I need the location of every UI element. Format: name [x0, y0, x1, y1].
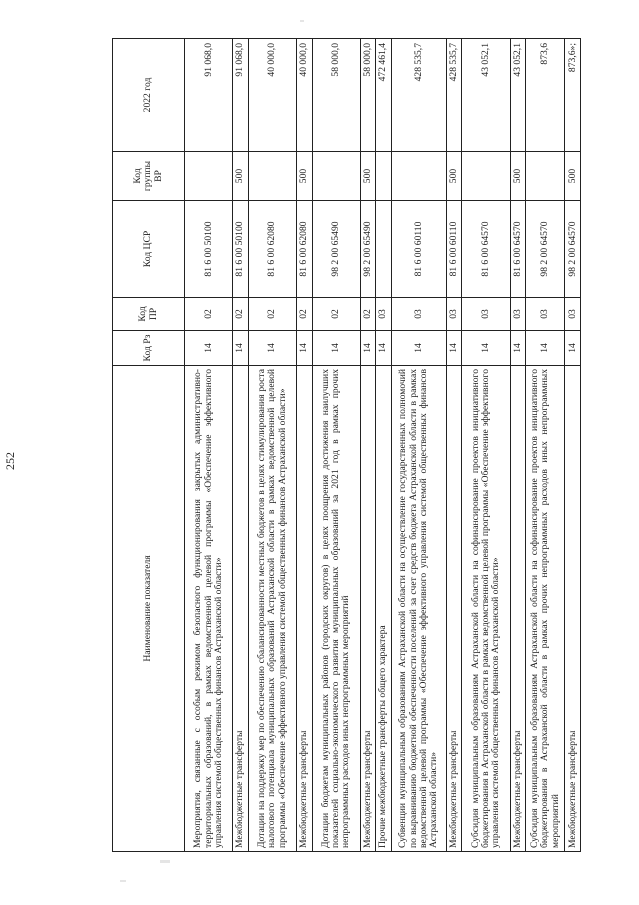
cell-csr: 98 2 00 64570: [526, 201, 565, 298]
cell-rz: 14: [360, 331, 375, 366]
budget-table: [112, 38, 581, 852]
cell-csr: [376, 201, 391, 298]
cell-vr: [312, 152, 360, 201]
cell-csr: 81 6 00 60110: [447, 201, 462, 298]
cell-name: Межбюджетные трансферты: [447, 366, 462, 852]
page-number: 252: [3, 452, 17, 470]
cell-csr: 81 6 00 62080: [297, 201, 312, 298]
scan-smudge: [160, 860, 170, 863]
cell-name: Мероприятия, связанные с особым режимом безопасного функционирования закрытых административно-территориальных образований, в рамках ведомственной целевой программы «Обеспечение эффективного управления системой общественных финансов Астраханской области»: [185, 366, 233, 852]
cell-rz: 14: [391, 331, 446, 366]
cell-sum: 58 000,0: [360, 39, 375, 152]
cell-rz: 14: [233, 331, 248, 366]
cell-pr: 03: [447, 298, 462, 331]
cell-csr: 98 2 00 65490: [312, 201, 360, 298]
cell-sum: 40 000,0: [297, 39, 312, 152]
rotated-table-wrapper: [112, 39, 581, 852]
cell-vr: [526, 152, 565, 201]
cell-vr: [462, 152, 510, 201]
table-row: [360, 39, 375, 852]
cell-name: Субсидия муниципальным образованиям Астраханской области на софинансирование проектов инициативного бюджетирования в Астраханской области в рамках прочих непрограммных расходов иных непрограммных мероприятий: [526, 366, 565, 852]
cell-csr: 98 2 00 64570: [565, 201, 581, 298]
cell-pr: 02: [360, 298, 375, 331]
cell-sum: 428 535,7: [391, 39, 446, 152]
cell-name: Межбюджетные трансферты: [360, 366, 375, 852]
table-header-row: [113, 39, 185, 852]
table-row: [391, 39, 446, 852]
cell-rz: 14: [312, 331, 360, 366]
cell-csr: 98 2 00 65490: [360, 201, 375, 298]
table-row: [510, 39, 525, 852]
header-vr: Код группы ВР: [113, 152, 185, 201]
cell-vr: [376, 152, 391, 201]
table-row: [248, 39, 296, 852]
header-pr: Код ПР: [113, 298, 185, 331]
table-row: [233, 39, 248, 852]
cell-csr: 81 6 00 50100: [185, 201, 233, 298]
cell-rz: 14: [510, 331, 525, 366]
cell-name: Субвенции муниципальным образованиям Астраханской области на осуществление государственных полномочий по выравниванию бюджетной обеспеченности поселений за счет средств бюджета Астраханской области в рамках ведомственной целевой программы «Обеспечение эффективного управления системой общественных финансов Астраханской области»: [391, 366, 446, 852]
cell-csr: 81 6 00 50100: [233, 201, 248, 298]
cell-vr: 500: [565, 152, 581, 201]
cell-pr: 03: [376, 298, 391, 331]
cell-name: Дотации на поддержку мер по обеспечению сбалансированности местных бюджетов в целях стимулирования роста налогового потенциала муниципальных образований Астраханской области в рамках ведомственной целевой программы «Обеспечение эффективного управления системой общественных финансов Астраханской области»: [248, 366, 296, 852]
scan-smudge: [120, 880, 126, 882]
cell-rz: 14: [447, 331, 462, 366]
cell-name: Дотации бюджетам муниципальных районов (городских округов) в целях поощрения достижения наилучших показателей социально-экономического развития муниципальных образований за 2021 год в рамках прочих непрограммных расходов иных непрограммных мероприятий: [312, 366, 360, 852]
table-row: [297, 39, 312, 852]
cell-sum: 43 052,1: [510, 39, 525, 152]
cell-pr: 02: [297, 298, 312, 331]
cell-name: Межбюджетные трансферты: [510, 366, 525, 852]
header-name: Наименование показателя: [113, 366, 185, 852]
cell-sum: 428 535,7: [447, 39, 462, 152]
cell-name: Межбюджетные трансферты: [297, 366, 312, 852]
cell-pr: 03: [565, 298, 581, 331]
cell-vr: [391, 152, 446, 201]
cell-pr: 02: [185, 298, 233, 331]
header-year: 2022 год: [113, 39, 185, 152]
cell-sum: 40 000,0: [248, 39, 296, 152]
cell-pr: 03: [462, 298, 510, 331]
cell-rz: 14: [376, 331, 391, 366]
table-row: [185, 39, 233, 852]
table-row: [462, 39, 510, 852]
table-row: [376, 39, 391, 852]
table-row: [447, 39, 462, 852]
cell-rz: 14: [526, 331, 565, 366]
cell-vr: [185, 152, 233, 201]
cell-csr: 81 6 00 64570: [510, 201, 525, 298]
cell-pr: 03: [510, 298, 525, 331]
cell-csr: 81 6 00 60110: [391, 201, 446, 298]
cell-sum: 873,6: [526, 39, 565, 152]
cell-rz: 14: [297, 331, 312, 366]
cell-vr: 500: [233, 152, 248, 201]
cell-pr: 03: [391, 298, 446, 331]
cell-sum: 91 068,0: [233, 39, 248, 152]
cell-csr: 81 6 00 64570: [462, 201, 510, 298]
cell-pr: 02: [312, 298, 360, 331]
cell-csr: 81 6 00 62080: [248, 201, 296, 298]
cell-vr: 500: [297, 152, 312, 201]
cell-name: Субсидия муниципальным образованиям Астраханской области на софинансирование проектов инициативного бюджетирования в Астраханской области в рамках ведомственной целевой программы «Обеспечение эффективного управления системой общественных финансов Астраханской области»: [462, 366, 510, 852]
cell-rz: 14: [462, 331, 510, 366]
cell-sum: 43 052,1: [462, 39, 510, 152]
cell-name: Прочие межбюджетные трансферты общего характера: [376, 366, 391, 852]
cell-sum: 873,6»;: [565, 39, 581, 152]
table-row: [312, 39, 360, 852]
cell-vr: 500: [360, 152, 375, 201]
header-csr: Код ЦСР: [113, 201, 185, 298]
cell-pr: 02: [233, 298, 248, 331]
cell-rz: 14: [248, 331, 296, 366]
cell-rz: 14: [565, 331, 581, 366]
cell-vr: 500: [447, 152, 462, 201]
cell-rz: 14: [185, 331, 233, 366]
header-rz: Код Рз: [113, 331, 185, 366]
cell-pr: 03: [526, 298, 565, 331]
scan-smudge: [300, 20, 304, 22]
cell-pr: 02: [248, 298, 296, 331]
cell-sum: 58 000,0: [312, 39, 360, 152]
cell-sum: 472 461,4: [376, 39, 391, 152]
cell-name: Межбюджетные трансферты: [233, 366, 248, 852]
cell-name: Межбюджетные трансферты: [565, 366, 581, 852]
table-row: [565, 39, 581, 852]
cell-vr: 500: [510, 152, 525, 201]
table-row: [526, 39, 565, 852]
cell-vr: [248, 152, 296, 201]
cell-sum: 91 068,0: [185, 39, 233, 152]
